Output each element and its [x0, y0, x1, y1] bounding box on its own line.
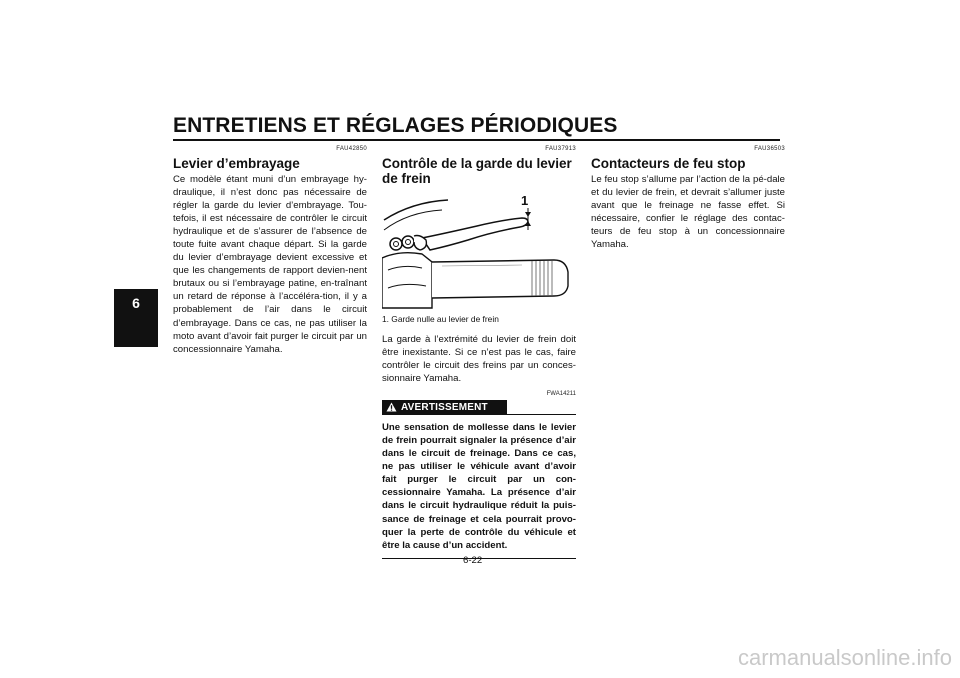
- section-code: FAU37913: [545, 146, 576, 152]
- warning-code: FWA14211: [546, 391, 576, 398]
- brake-lever-figure: [382, 190, 576, 310]
- section-body: Ce modèle étant muni d’un embrayage hy-draulique, il n’est donc pas nécessaire de régler la garde du levier d’embrayage. Tou-tefois, il est nécessaire de contrôler le circuit hydraulique et de s’assurer de l’absence de toute fuite avant chaque départ. Si la garde du levier d’embrayage devient excessive et que les changements de rapport devien-nent brutaux ou si l’embrayage patine, en-traînant un retard de réponse à l’accéléra-tion, il y a probablement de l’air dans le circuit d’embrayage. Dans ce cas, ne pas utiliser la moto avant d’avoir fait purger le circuit par un concessionnaire Yamaha.: [173, 174, 367, 355]
- watermark: carmanualsonline.info: [737, 645, 952, 670]
- figure-callout: 1: [521, 193, 529, 208]
- column-clutch-lever: [173, 146, 367, 356]
- section-body: La garde à l’extrémité du levier de frein doit être inexistante. Si ce n’est pas le cas, faire contrôler le circuit des freins par un conces-sionnaire Yamaha.: [382, 334, 576, 385]
- figure-caption: 1. Garde nulle au levier de frein: [382, 314, 499, 324]
- warning-header: [382, 400, 576, 415]
- warning-triangle-icon: [386, 402, 397, 412]
- column-brake-lever: [382, 146, 576, 559]
- section-code: FAU36503: [754, 146, 785, 152]
- chapter-tab: [114, 289, 158, 347]
- warning-text: Une sensation de mollesse dans le levier de frein pourrait signaler la présence d’air dans le circuit de freinage. Dans ce cas, ne pas utiliser le véhicule avant d’avoir fait purger le circuit par un con-cessionnaire Yamaha. La présence d’air dans le circuit hydraulique réduit la puis-sance de freinage et cela pourrait provo-quer la perte de contrôle du véhicule et être la cause d’un accident.: [382, 422, 576, 551]
- header-rule: [173, 139, 780, 141]
- chapter-number: 6: [132, 295, 140, 311]
- warning-label-box: [382, 400, 507, 414]
- section-heading: Contrôle de la garde du levier de frein: [382, 156, 572, 186]
- brake-lever-illustration: [382, 190, 576, 310]
- section-body: Le feu stop s’allume par l’action de la pé-dale et du levier de frein, et devrait s’allumer juste avant que le freinage ne fasse effet. Si nécessaire, confier le réglage des contac-teurs de feu stop à un concessionnaire Yamaha.: [591, 174, 785, 251]
- section-code: FAU42850: [336, 146, 367, 152]
- page-number: 6-22: [463, 555, 483, 566]
- warning-label: AVERTISSEMENT: [401, 401, 488, 413]
- page-title: ENTRETIENS ET RÉGLAGES PÉRIODIQUES: [173, 114, 618, 137]
- column-brake-light-switches: [591, 146, 785, 251]
- section-heading: Levier d’embrayage: [173, 156, 300, 171]
- section-heading: Contacteurs de feu stop: [591, 156, 746, 171]
